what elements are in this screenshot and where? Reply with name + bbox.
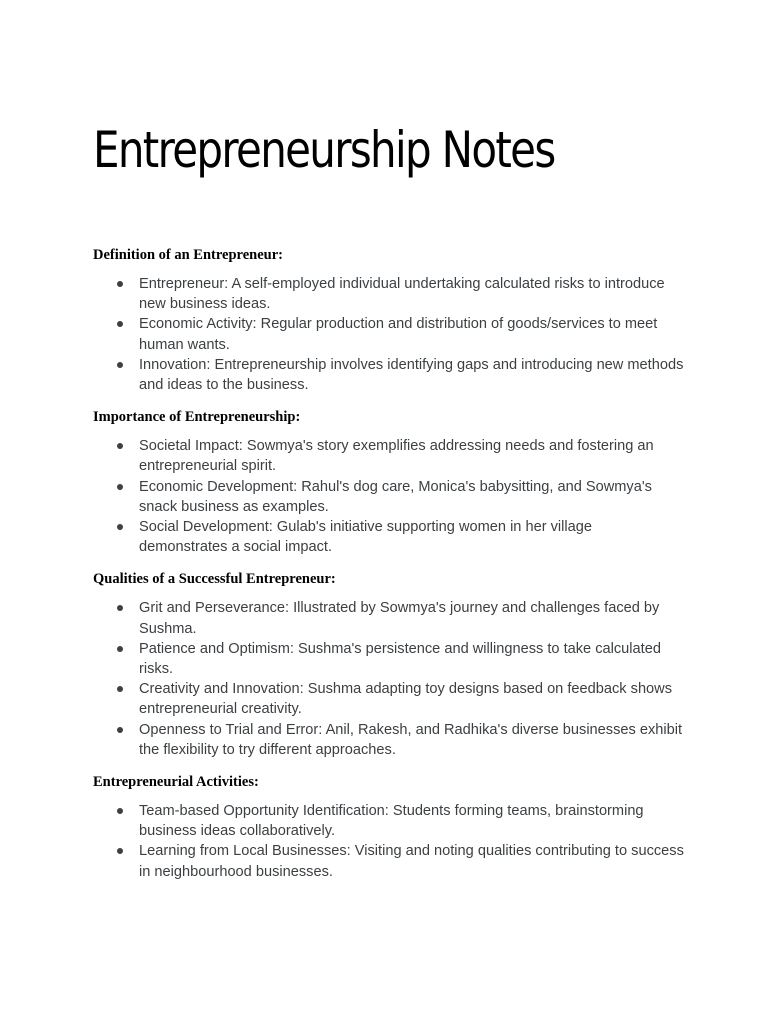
section-importance: [93, 406, 693, 557]
bullet-dot-icon: [117, 686, 123, 692]
bullet-dot-icon: [117, 848, 123, 854]
bullet-dot-icon: [117, 484, 123, 490]
list-item-text: Societal Impact: Sowmya's story exemplifies addressing needs and fostering an entrepreneurial spirit.: [139, 438, 654, 475]
bullet-dot-icon: [117, 443, 123, 449]
section-heading: Definition of an Entrepreneur:: [93, 247, 283, 263]
list-item: [93, 274, 684, 314]
bullet-dot-icon: [117, 524, 123, 530]
list-item-text: Social Development: Gulab's initiative supporting women in her village demonstrates a social impact.: [139, 519, 592, 556]
list-item-text: Team-based Opportunity Identification: Students forming teams, brainstorming business ideas collaboratively.: [139, 803, 644, 840]
bullet-dot-icon: [117, 281, 123, 287]
list-item: [93, 517, 684, 557]
list-item: [93, 314, 684, 354]
list-item-text: Learning from Local Businesses: Visiting and noting qualities contributing to success in neighbourhood businesses.: [139, 843, 684, 880]
list-item-text: Creativity and Innovation: Sushma adapting toy designs based on feedback shows entrepreneurial creativity.: [139, 681, 673, 718]
section-qualities: [93, 568, 693, 760]
bullet-list: [93, 801, 693, 882]
section-heading: Qualities of a Successful Entrepreneur:: [93, 571, 336, 588]
sections-container: [93, 244, 693, 893]
section-activities: [93, 771, 693, 882]
list-item-text: Patience and Optimism: Sushma's persistence and willingness to take calculated risks.: [139, 640, 661, 678]
page-title: Entrepreneurship Notes: [93, 121, 555, 179]
list-item: [93, 639, 684, 679]
list-item-text: Innovation: Entrepreneurship involves identifying gaps and introducing new methods and ideas to the business.: [139, 356, 684, 394]
list-item-text: Entrepreneur: A self-employed individual undertaking calculated risks to introduce new business ideas.: [139, 276, 665, 313]
list-item-text: Openness to Trial and Error: Anil, Rakesh, and Radhika's diverse businesses exhibit the flexibility to try different approaches.: [139, 721, 683, 758]
bullet-list: [93, 274, 693, 395]
section-heading: Importance of Entrepreneurship:: [93, 409, 301, 426]
bullet-list: [93, 436, 693, 557]
list-item: [93, 801, 684, 841]
bullet-dot-icon: [117, 727, 123, 733]
bullet-list: [93, 598, 693, 760]
section-heading: Entrepreneurial Activities:: [93, 774, 259, 791]
bullet-dot-icon: [117, 321, 123, 327]
list-item: [93, 841, 684, 881]
bullet-dot-icon: [117, 362, 123, 368]
list-item-text: Grit and Perseverance: Illustrated by Sowmya's journey and challenges faced by Sushma.: [139, 600, 660, 637]
list-item: [93, 598, 684, 638]
bullet-dot-icon: [117, 646, 123, 652]
list-item: [93, 436, 684, 476]
list-item-text: Economic Activity: Regular production and distribution of goods/services to meet human wants.: [139, 316, 658, 353]
list-item: [93, 720, 684, 760]
list-item: [93, 477, 684, 517]
bullet-dot-icon: [117, 605, 123, 611]
section-definition: [93, 244, 693, 395]
list-item-text: Economic Development: Rahul's dog care, Monica's babysitting, and Sowmya's snack business as examples.: [139, 478, 652, 515]
list-item: [93, 355, 684, 395]
list-item: [93, 679, 684, 719]
bullet-dot-icon: [117, 808, 123, 814]
